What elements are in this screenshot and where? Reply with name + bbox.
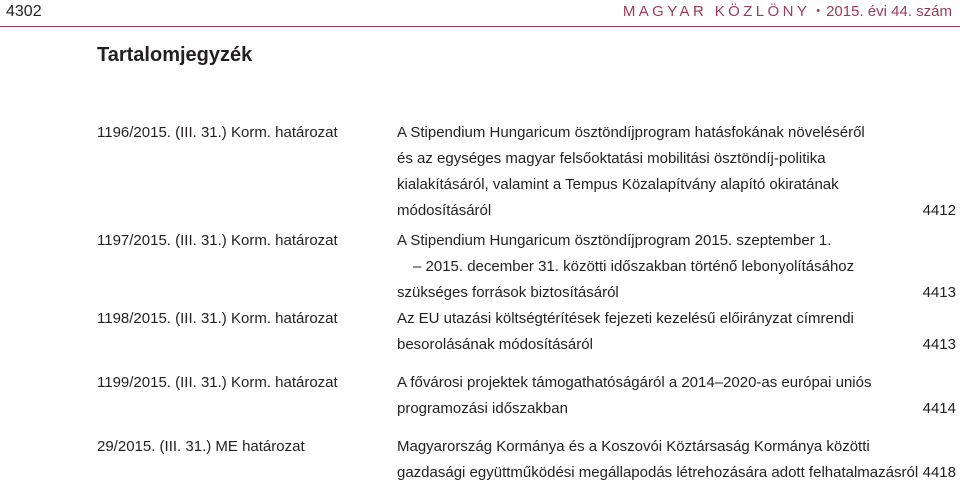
entry-description-line: gazdasági együttműködési megállapodás létrehozására adott felhatalmazásról <box>397 464 919 481</box>
entry-description <box>397 434 919 486</box>
toc-title: Tartalomjegyzék <box>97 44 253 66</box>
entry-description-line: szükséges források biztosításáról <box>397 284 619 301</box>
toc-entry <box>0 228 960 306</box>
entry-description-line: Magyarország Kormánya és a Koszovói Köztársaság Kormánya közötti <box>397 438 870 455</box>
entry-description <box>397 306 854 358</box>
entry-description-line: – 2015. december 31. közötti időszakban történő lebonyolításához <box>413 258 855 275</box>
entry-description-line: besorolásának módosításáról <box>397 336 593 353</box>
entry-reference: 1197/2015. (III. 31.) Korm. határozat <box>97 232 338 249</box>
entry-description <box>397 120 865 224</box>
entry-description-line: programozási időszakban <box>397 400 568 417</box>
entry-description-line: Az EU utazási költségtérítések fejezeti kezelésű előirányzat címrendi <box>397 310 854 327</box>
entry-reference: 29/2015. (III. 31.) ME határozat <box>97 438 305 455</box>
entry-description-line: módosításáról <box>397 202 492 219</box>
entry-reference: 1196/2015. (III. 31.) Korm. határozat <box>97 124 338 141</box>
entry-reference: 1199/2015. (III. 31.) Korm. határozat <box>97 374 338 391</box>
entry-page-number: 4413 <box>922 336 956 353</box>
journal-header <box>623 3 952 20</box>
entry-description-line: kialakításáról, valamint a Tempus Közalapítvány alapító okiratának <box>397 176 839 193</box>
toc-entry <box>0 434 960 498</box>
journal-name: MAGYAR KÖZLÖNY <box>622 3 811 20</box>
entry-description-line: A Stipendium Hungaricum ösztöndíjprogram 2015. szeptember 1. <box>397 232 832 249</box>
entry-page-number: 4414 <box>922 400 956 417</box>
entry-page-number: 4418 <box>922 464 956 481</box>
entry-page-number: 4413 <box>922 284 956 301</box>
entry-description <box>397 228 855 306</box>
toc-entry <box>0 370 960 434</box>
toc-entry <box>0 120 960 228</box>
entry-page-number: 4412 <box>922 202 956 219</box>
toc-entry <box>0 306 960 370</box>
header-rule <box>0 26 960 27</box>
issue-label: 2015. évi 44. szám <box>826 3 952 20</box>
header-separator: • <box>816 5 821 17</box>
entry-reference: 1198/2015. (III. 31.) Korm. határozat <box>97 310 338 327</box>
entry-description-line: A Stipendium Hungaricum ösztöndíjprogram hatásfokának növeléséről <box>397 124 865 141</box>
entry-description <box>397 370 872 422</box>
page-number: 4302 <box>6 3 42 20</box>
toc-list <box>0 120 960 498</box>
entry-description-line: és az egységes magyar felsőoktatási mobilitási ösztöndíj-politika <box>397 150 826 167</box>
entry-description-line: A fővárosi projektek támogathatóságáról a 2014–2020-as európai uniós <box>397 374 872 391</box>
